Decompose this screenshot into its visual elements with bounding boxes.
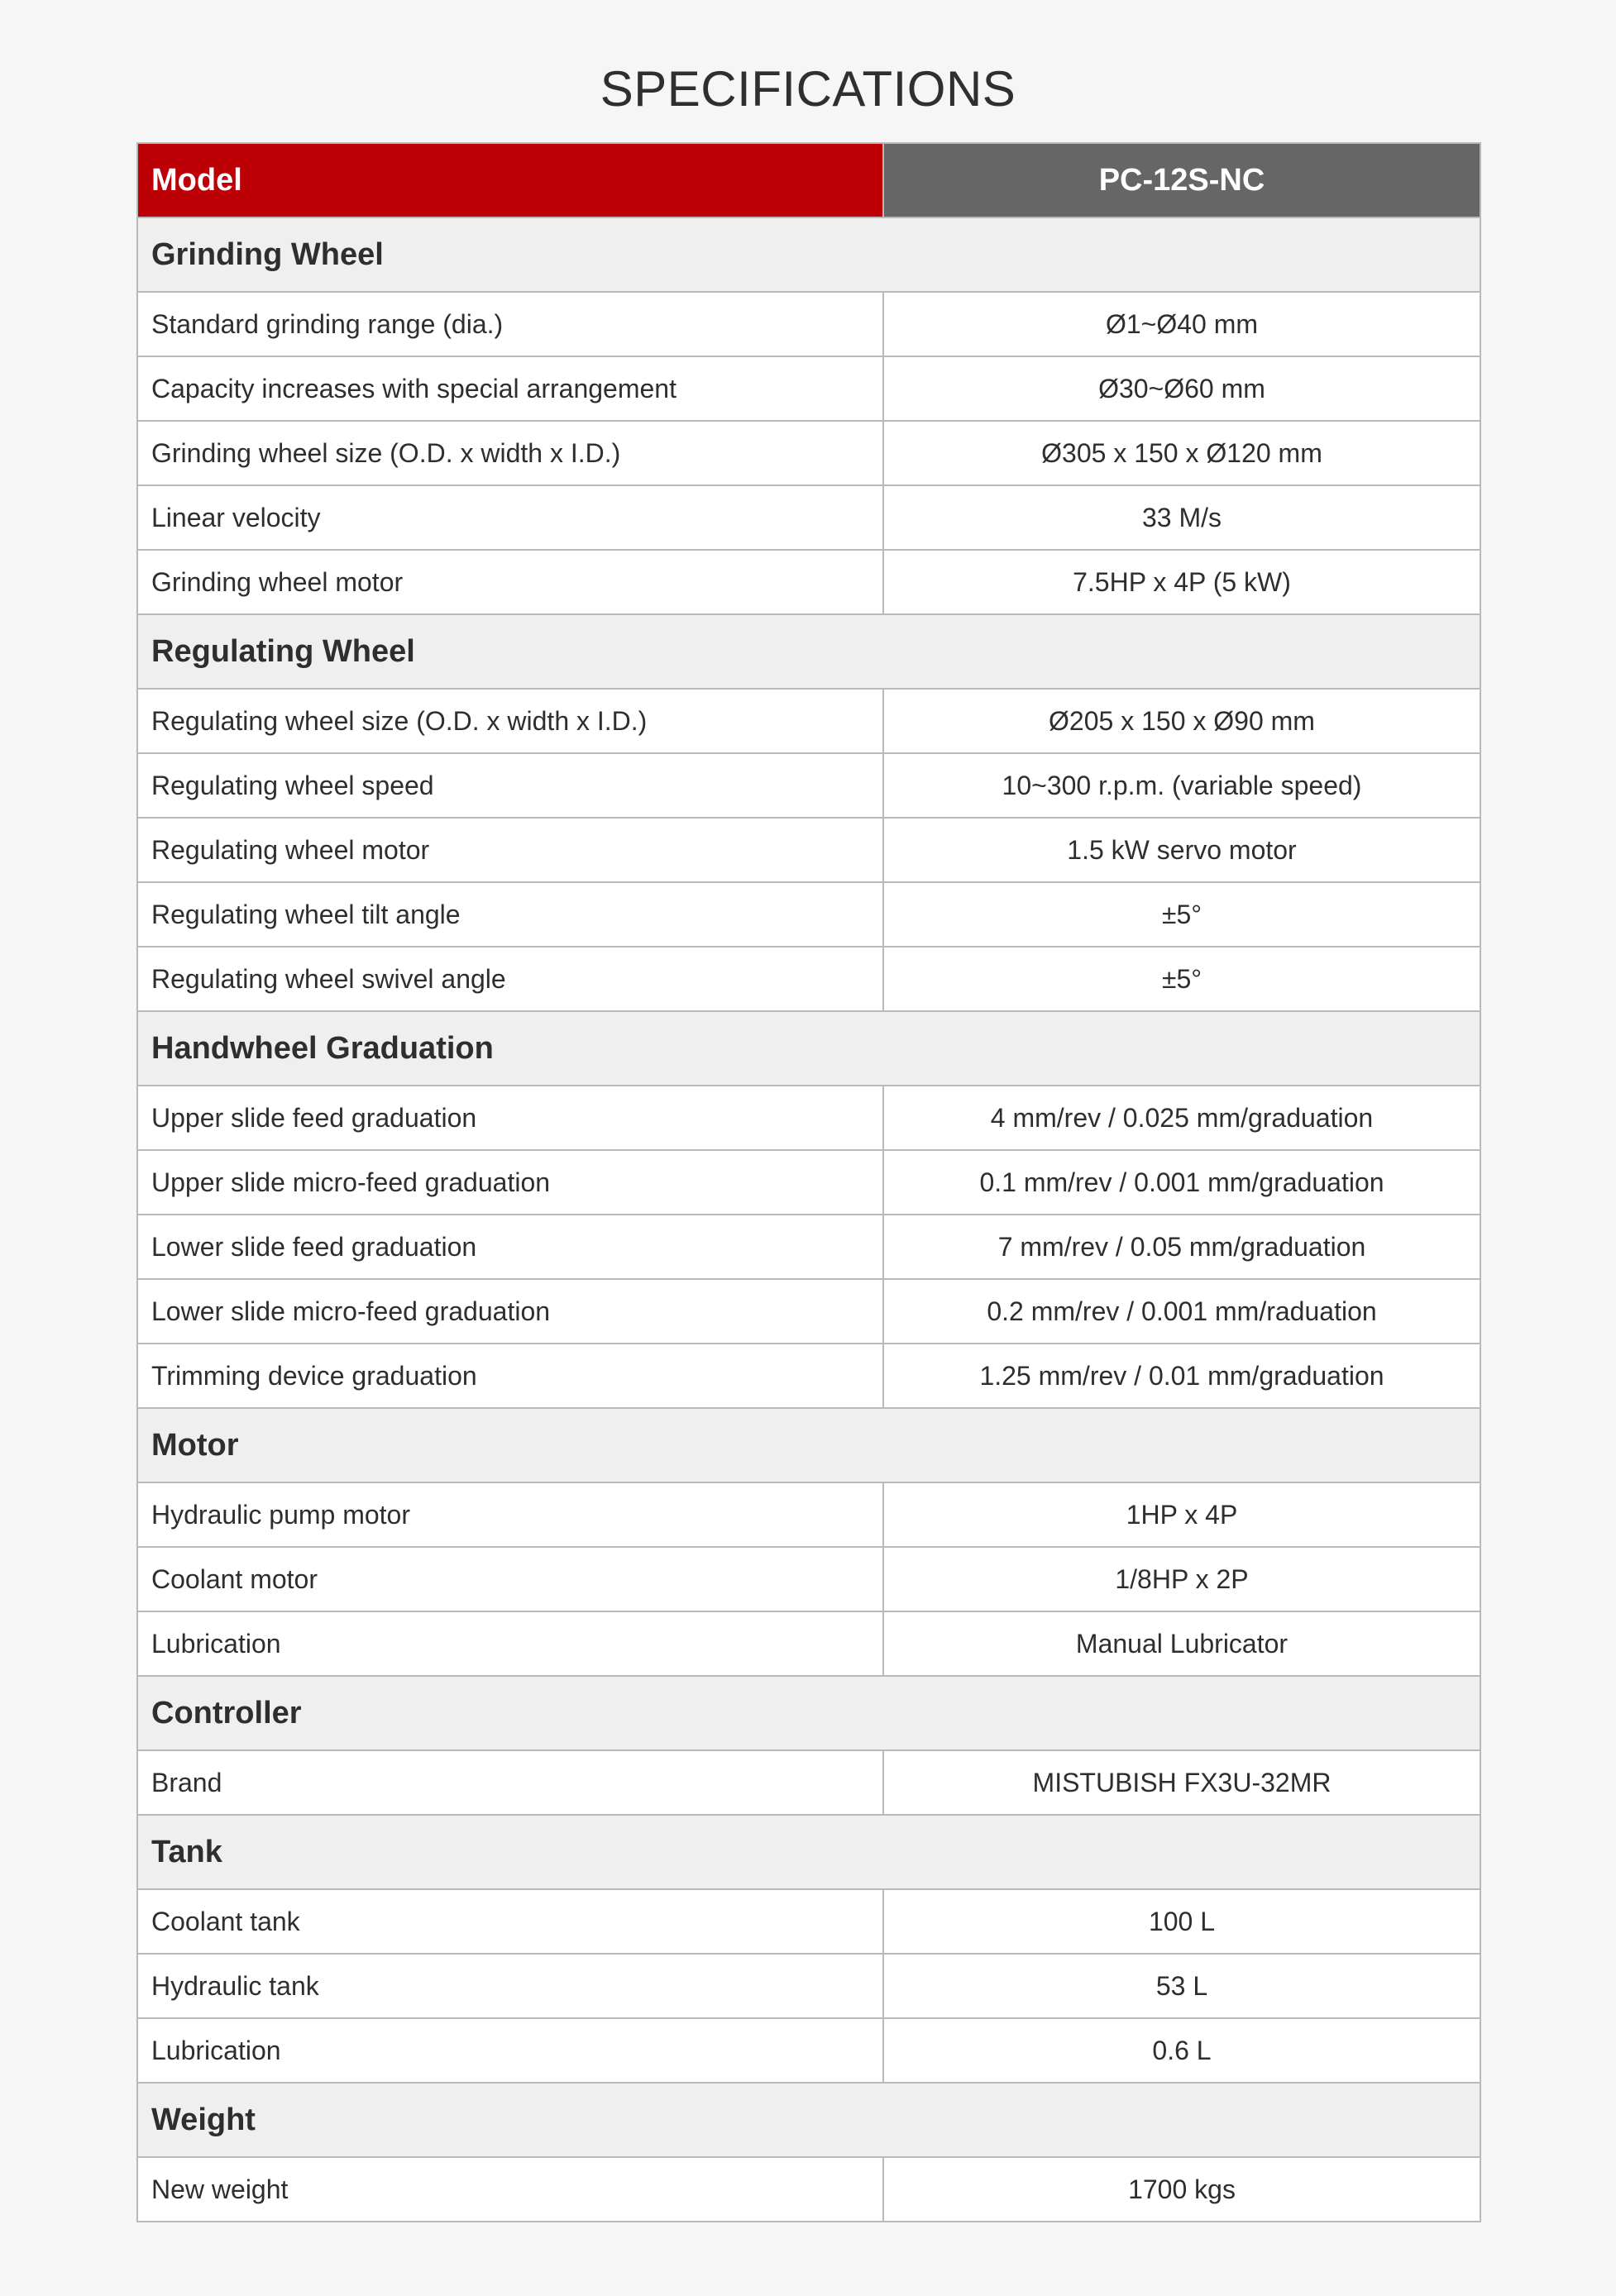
spec-value: 10~300 r.p.m. (variable speed) [883,753,1480,818]
table-row [137,818,1480,882]
section-title: Weight [137,2083,1480,2157]
page-title: SPECIFICATIONS [600,61,1016,117]
spec-label: Brand [137,1750,883,1815]
spec-label: Regulating wheel size (O.D. x width x I.D.) [137,689,883,753]
spec-label: Regulating wheel speed [137,753,883,818]
spec-value: 1HP x 4P [883,1482,1480,1547]
section-header-row [137,614,1480,689]
table-row [137,753,1480,818]
section-header-row [137,1408,1480,1482]
spec-label: Standard grinding range (dia.) [137,292,883,356]
spec-value: ±5° [883,947,1480,1011]
spec-label: Regulating wheel swivel angle [137,947,883,1011]
table-row [137,1482,1480,1547]
spec-label: Coolant tank [137,1889,883,1954]
table-row [137,356,1480,421]
spec-value: 0.2 mm/rev / 0.001 mm/raduation [883,1279,1480,1344]
table-row [137,1750,1480,1815]
table-header-row [137,143,1480,217]
table-row [137,1889,1480,1954]
spec-label: Hydraulic tank [137,1954,883,2018]
table-row [137,421,1480,485]
spec-value: Ø1~Ø40 mm [883,292,1480,356]
spec-value: 1/8HP x 2P [883,1547,1480,1611]
table-row [137,1954,1480,2018]
table-row [137,1611,1480,1676]
spec-value: 33 M/s [883,485,1480,550]
spec-label: Lubrication [137,1611,883,1676]
spec-value: ±5° [883,882,1480,947]
spec-label: Lubrication [137,2018,883,2083]
spec-label: Grinding wheel motor [137,550,883,614]
section-header-row [137,2083,1480,2157]
spec-label: Upper slide feed graduation [137,1086,883,1150]
spec-value: 1.25 mm/rev / 0.01 mm/graduation [883,1344,1480,1408]
table-row [137,1215,1480,1279]
section-title: Tank [137,1815,1480,1889]
table-row [137,947,1480,1011]
specifications-table-body [137,143,1480,2222]
spec-label: Lower slide micro-feed graduation [137,1279,883,1344]
spec-value: 1700 kgs [883,2157,1480,2222]
spec-label: Regulating wheel motor [137,818,883,882]
spec-value: 0.1 mm/rev / 0.001 mm/graduation [883,1150,1480,1215]
spec-value: MISTUBISH FX3U-32MR [883,1750,1480,1815]
header-model-name: PC-12S-NC [883,143,1480,217]
spec-label: Capacity increases with special arrangement [137,356,883,421]
spec-label: New weight [137,2157,883,2222]
header-model-label: Model [137,143,883,217]
table-row [137,485,1480,550]
table-row [137,292,1480,356]
table-row [137,1344,1480,1408]
spec-value: 53 L [883,1954,1480,2018]
spec-label: Grinding wheel size (O.D. x width x I.D.) [137,421,883,485]
spec-label: Lower slide feed graduation [137,1215,883,1279]
spec-value: Ø30~Ø60 mm [883,356,1480,421]
spec-value: 7 mm/rev / 0.05 mm/graduation [883,1215,1480,1279]
table-row [137,689,1480,753]
table-row [137,550,1480,614]
spec-label: Trimming device graduation [137,1344,883,1408]
section-title: Controller [137,1676,1480,1750]
spec-label: Regulating wheel tilt angle [137,882,883,947]
section-title: Grinding Wheel [137,217,1480,292]
section-header-row [137,1676,1480,1750]
table-row [137,1547,1480,1611]
section-header-row [137,1011,1480,1086]
spec-label: Upper slide micro-feed graduation [137,1150,883,1215]
section-title: Motor [137,1408,1480,1482]
table-row [137,2157,1480,2222]
spec-value: Manual Lubricator [883,1611,1480,1676]
section-header-row [137,1815,1480,1889]
section-header-row [137,217,1480,292]
spec-value: 1.5 kW servo motor [883,818,1480,882]
spec-label: Hydraulic pump motor [137,1482,883,1547]
spec-value: 0.6 L [883,2018,1480,2083]
spec-value: 4 mm/rev / 0.025 mm/graduation [883,1086,1480,1150]
spec-value: 7.5HP x 4P (5 kW) [883,550,1480,614]
section-title: Handwheel Graduation [137,1011,1480,1086]
table-row [137,882,1480,947]
specifications-table [136,142,1481,2222]
section-title: Regulating Wheel [137,614,1480,689]
spec-value: 100 L [883,1889,1480,1954]
table-row [137,1279,1480,1344]
table-row [137,1086,1480,1150]
spec-value: Ø205 x 150 x Ø90 mm [883,689,1480,753]
table-row [137,2018,1480,2083]
table-row [137,1150,1480,1215]
spec-value: Ø305 x 150 x Ø120 mm [883,421,1480,485]
spec-label: Coolant motor [137,1547,883,1611]
spec-label: Linear velocity [137,485,883,550]
